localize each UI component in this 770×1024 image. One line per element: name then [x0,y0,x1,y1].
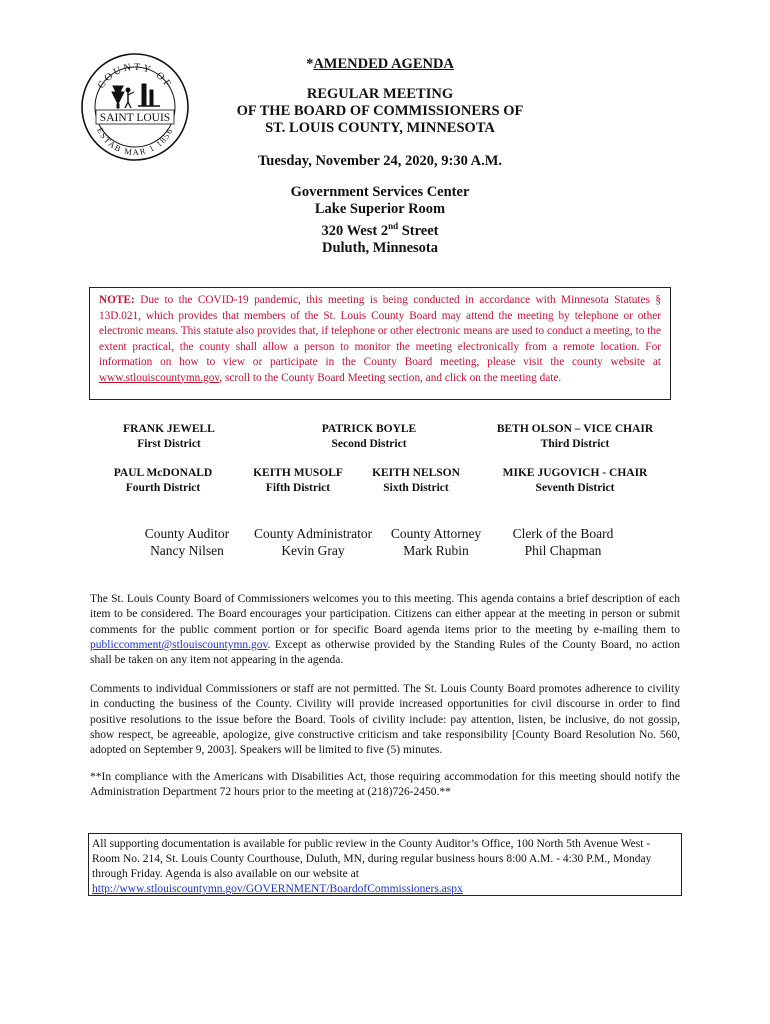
commissioner-7: MIKE JUGOVICH - CHAIR Seventh District [502,467,648,494]
ada-paragraph: **In compliance with the Americans with Disabilities Act, those requiring accommodation for this meeting should notify the Administration Department 72 hours prior to the meeting at (218)726-2450.** [90,771,680,799]
venue-line: Government Services Center [290,184,470,200]
meeting-venue [200,184,560,257]
staff-county-auditor: County Auditor Nancy Nilsen [144,526,230,558]
commissioner-1: FRANK JEWELL First District [123,423,215,450]
title-line: OF THE BOARD OF COMMISSIONERS OF [236,103,524,119]
staff-clerk-of-board: Clerk of the Board Phil Chapman [512,526,614,558]
documentation-text: All supporting documentation is available for public review in the County Auditor’s Office, 100 North 5th Avenue West - Room No. 214, St. Louis County Courthouse, Duluth, MN, during regular business hours 8:00 A.M. - 4:30 P.M., Monday through Friday. Agenda is also available on our website at [92,838,652,880]
staff-county-attorney: County Attorney Mark Rubin [390,526,482,558]
welcome-paragraph: The St. Louis County Board of Commissioners welcomes you to this meeting. This agenda contains a brief description of each item to be considered. The Board encourages your participation. Citizens can either appear at the meeting in person or submit comments for the public comment portion or for specific Board agenda items prior to the meeting by e-mailing them to publiccomment@stlouiscountymn.gov. Except as otherwise provided by the Standing Rules of the County Board, no action shall be taken on any item not appearing in the agenda. [90,593,680,667]
civility-paragraph: Comments to individual Commissioners or staff are not permitted. The St. Louis County Board promotes adherence to civility in conducting the business of the County. Civility will provide increased opportunities for civil discourse in order to find positive resolutions to the issue before the Board. Tools of civility include: pay attention, listen, be inclusive, do not gossip, show respect, be agreeable, apologize, give constructive criticism and take responsibility [County Board Resolution No. 560, adopted on September 9, 2003]. Speakers will be limited to five (5) minutes. [90,683,680,757]
board-of-commissioners-link[interactable]: http://www.stlouiscountymn.gov/GOVERNMENT/BoardofCommissioners.aspx [92,883,463,895]
svg-text:SAINT LOUIS: SAINT LOUIS [99,112,171,124]
note-text-end: , scroll to the County Board Meeting section, and click on the meeting date. [219,371,562,384]
county-website-link[interactable]: www.stlouiscountymn.gov [99,371,220,384]
venue-line: Duluth, Minnesota [321,239,439,256]
note-text: Due to the COVID-19 pandemic, this meeting is being conducted in accordance with Minnesota Statutes § 13D.021, which provides that members of the St. Louis County Board may attend the meeting by telephone or other electronic means. This statute also provides that, if telephone or other electronic means are used to conduct a meeting, to the extent practical, the county shall allow a person to monitor the meeting electronically from a remote location. For information on how to view or participate in the County Board meeting, please visit the county website at [99,294,661,368]
covid-note-box [89,287,671,400]
staff-county-administrator: County Administrator Kevin Gray [253,526,373,558]
venue-line: Lake Superior Room [314,201,446,217]
commissioner-2: PATRICK BOYLE Second District [321,423,417,450]
commissioner-4: PAUL McDONALD Fourth District [113,467,213,494]
county-seal-logo [80,52,190,162]
svg-text:COUNTY OF: COUNTY OF [95,61,175,91]
title-line: REGULAR MEETING [306,86,454,102]
meeting-date: Tuesday, November 24, 2020, 9:30 A.M. [257,153,503,169]
commissioner-3: BETH OLSON – VICE CHAIR Third District [496,423,654,450]
venue-line: 320 West 2nd Street [321,221,439,239]
amended-agenda-heading: *AMENDED AGENDA [306,56,454,72]
svg-text:ESTAB MAR 1 1856: ESTAB MAR 1 1856 [95,125,175,158]
note-label: NOTE: [99,294,135,306]
commissioner-6: KEITH NELSON Sixth District [372,467,460,494]
meeting-title [200,86,560,137]
title-line: ST. LOUIS COUNTY, MINNESOTA [265,120,495,136]
documentation-box [88,833,682,896]
commissioner-5: KEITH MUSOLF Fifth District [253,467,343,494]
public-comment-email-link[interactable]: publiccomment@stlouiscountymn.gov [90,638,268,651]
